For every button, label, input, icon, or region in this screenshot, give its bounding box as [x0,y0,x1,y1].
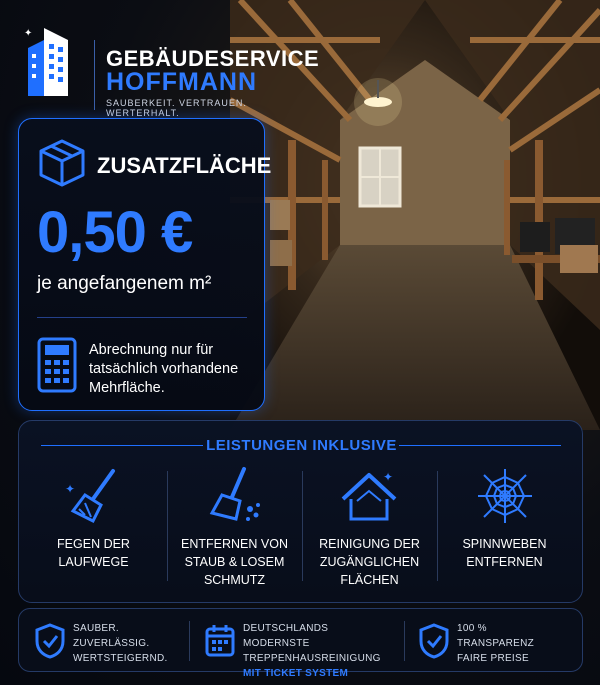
price-card [18,118,272,411]
calculator-icon [37,337,77,393]
footer-text: DEUTSCHLANDS MODERNSTE TREPPENHAUSREINIGUNG MIT TICKET SYSTEM [243,623,381,679]
services-title: LEISTUNGEN INKLUSIVE [206,437,397,454]
card-divider [37,317,247,318]
service-item [27,465,160,595]
price-unit: je angefangenem m² [37,273,212,294]
service-item [168,465,301,595]
svg-text:✦: ✦ [383,470,394,484]
box-icon [37,137,87,187]
shield-check-icon [35,623,65,659]
brand-header [18,14,320,118]
footer-text: 100 % TRANSPARENZ FAIRE PREISE [457,623,535,664]
billing-note: Abrechnung nur für tatsächlich vorhandene Mehrfläche. [89,342,239,396]
shield-check-icon [419,623,449,659]
calendar-icon [205,623,235,659]
brand-line1: GEBÄUDESERVICE [106,46,320,71]
footer-divider [404,621,405,661]
spiderweb-icon [474,465,536,527]
card-title: ZUSATZFLÄCHE [97,153,272,178]
brand-tagline: SAUBERKEIT. VERTRAUEN. WERTERHALT. [106,98,247,118]
service-label: FEGEN DER LAUFWEGE [57,537,130,569]
service-label: SPINNWEBEN ENTFERNEN [462,537,547,569]
service-item [303,465,436,595]
footer-text: SAUBER. ZUVERLÄSSIG. WERTSTEIGERND. [73,623,168,664]
sweeping-broom-icon [63,465,125,527]
svg-text:✦: ✦ [65,482,76,496]
dust-broom-icon [204,465,266,527]
sparkling-roof-icon [339,465,401,527]
service-item [438,465,571,595]
service-label: ENTFERNEN VON STAUB & LOSEM SCHMUTZ [181,537,288,587]
service-label: REINIGUNG DER ZUGÄNGLICHEN FLÄCHEN [319,537,420,587]
brand-line2: HOFFMANN [106,68,258,96]
building-icon [22,18,78,98]
price-value: 0,50 € [37,200,193,265]
brand-divider [94,40,95,110]
services-panel [18,420,583,603]
footer-divider [189,621,190,661]
svg-text:✦: ✦ [24,28,33,39]
footer-bar [18,608,583,679]
